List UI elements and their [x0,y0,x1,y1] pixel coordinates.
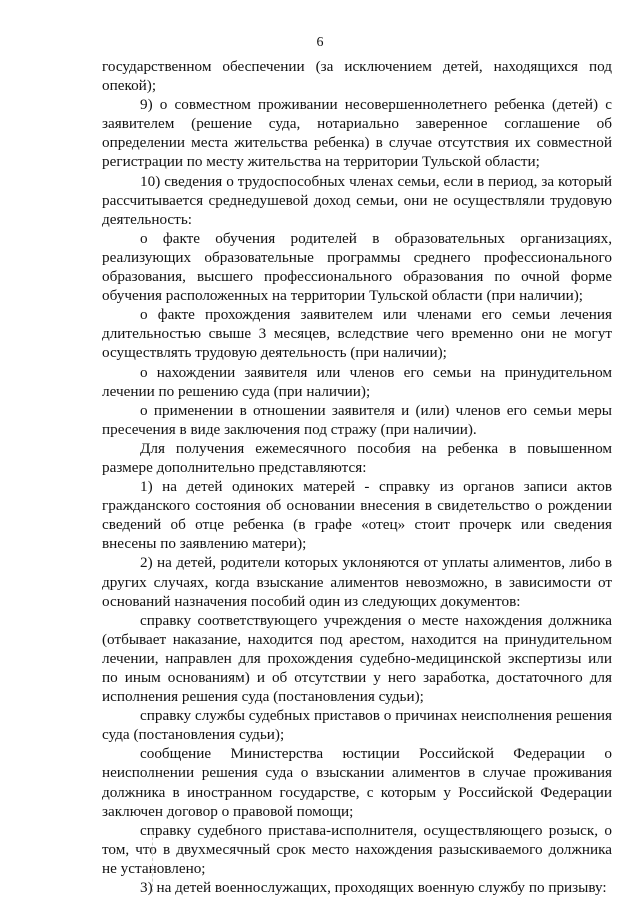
paragraph-education-fact: о факте обучения родителей в образовательных организациях, реализующих образовательные программы среднего профессионального образования, высшего профессионального образования по очной форме обучения расположенных на территории Тульской области (при наличии); [102,229,612,305]
paragraph-detention: о применении в отношении заявителя и (или) членов его семьи меры пресечения в виде заключения под стражу (при наличии). [102,401,612,438]
paragraph-item-10: 10) сведения о трудоспособных членах семьи, если в период, за который рассчитывается среднедушевой доход семьи, они не осуществляли трудовую деятельность: [102,172,612,228]
paragraph-military-conscripts: 3) на детей военнослужащих, проходящих военную службу по призыву: [140,879,607,897]
paragraph-item-9: 9) о совместном проживании несовершеннолетнего ребенка (детей) с заявителем (решение суда, нотариально заверенное соглашение об определении места жительства ребенка) в случае отсутствия их совместной регистрации по месту жительства на территории Тульской области; [102,96,612,171]
paragraph-ministry-message: сообщение Министерства юстиции Российской Федерации о неисполнении решения суда о взыскании алиментов в случае проживания должника в иностранном государстве, с которым у Российской Федерации заключен договор о правовой помощи; [102,745,612,820]
margin-scan-line [152,832,153,892]
paragraph-bailiff-service-certificate: справку службы судебных приставов о причинах неисполнения решения суда (постановления судьи); [102,707,612,744]
paragraph-alimony-evasion: 2) на детей, родители которых уклоняются от уплаты алиментов, либо в других случаях, когда взыскание алиментов невозможно, в зависимости от оснований назначения пособий один из следующих документов: [102,554,612,610]
paragraph-bailiff-search-certificate: справку судебного пристава-исполнителя, осуществляющего розыск, о том, что в двухмесячный срок место нахождения разыскиваемого должника не установлено; [102,821,612,877]
paragraph-institution-certificate: справку соответствующего учреждения о месте нахождения должника (отбывает наказание, находится под арестом, находится на принудительном лечении, направлен для прохождения судебно-медицинской экспертизы или по иным основаниям) и об отсутствии у него заработка, достаточного для исполнения решения суда (постановления судьи); [102,611,612,706]
page-number: 6 [316,35,324,50]
paragraph-single-mothers: 1) на детей одиноких матерей - справку из органов записи актов гражданского состояния об основании внесения в свидетельство о рождении сведений об отце ребенка (в графе «отец» стоит прочерк или сведения внесены по заявлению матери); [102,478,612,553]
paragraph-compulsory-treatment: о нахождении заявителя или членов его семьи на принудительном лечении по решению суда (при наличии); [102,363,612,400]
paragraph-increased-allowance: Для получения ежемесячного пособия на ребенка в повышенном размере дополнительно представляются: [102,439,612,476]
document-body [102,57,612,897]
paragraph-continuation: государственном обеспечении (за исключением детей, находящихся под опекой); [102,58,612,95]
paragraph-treatment-fact: о факте прохождения заявителем или членами его семьи лечения длительностью свыше 3 месяцев, вследствие чего временно они не могут осуществлять трудовую деятельность (при наличии); [102,306,612,362]
